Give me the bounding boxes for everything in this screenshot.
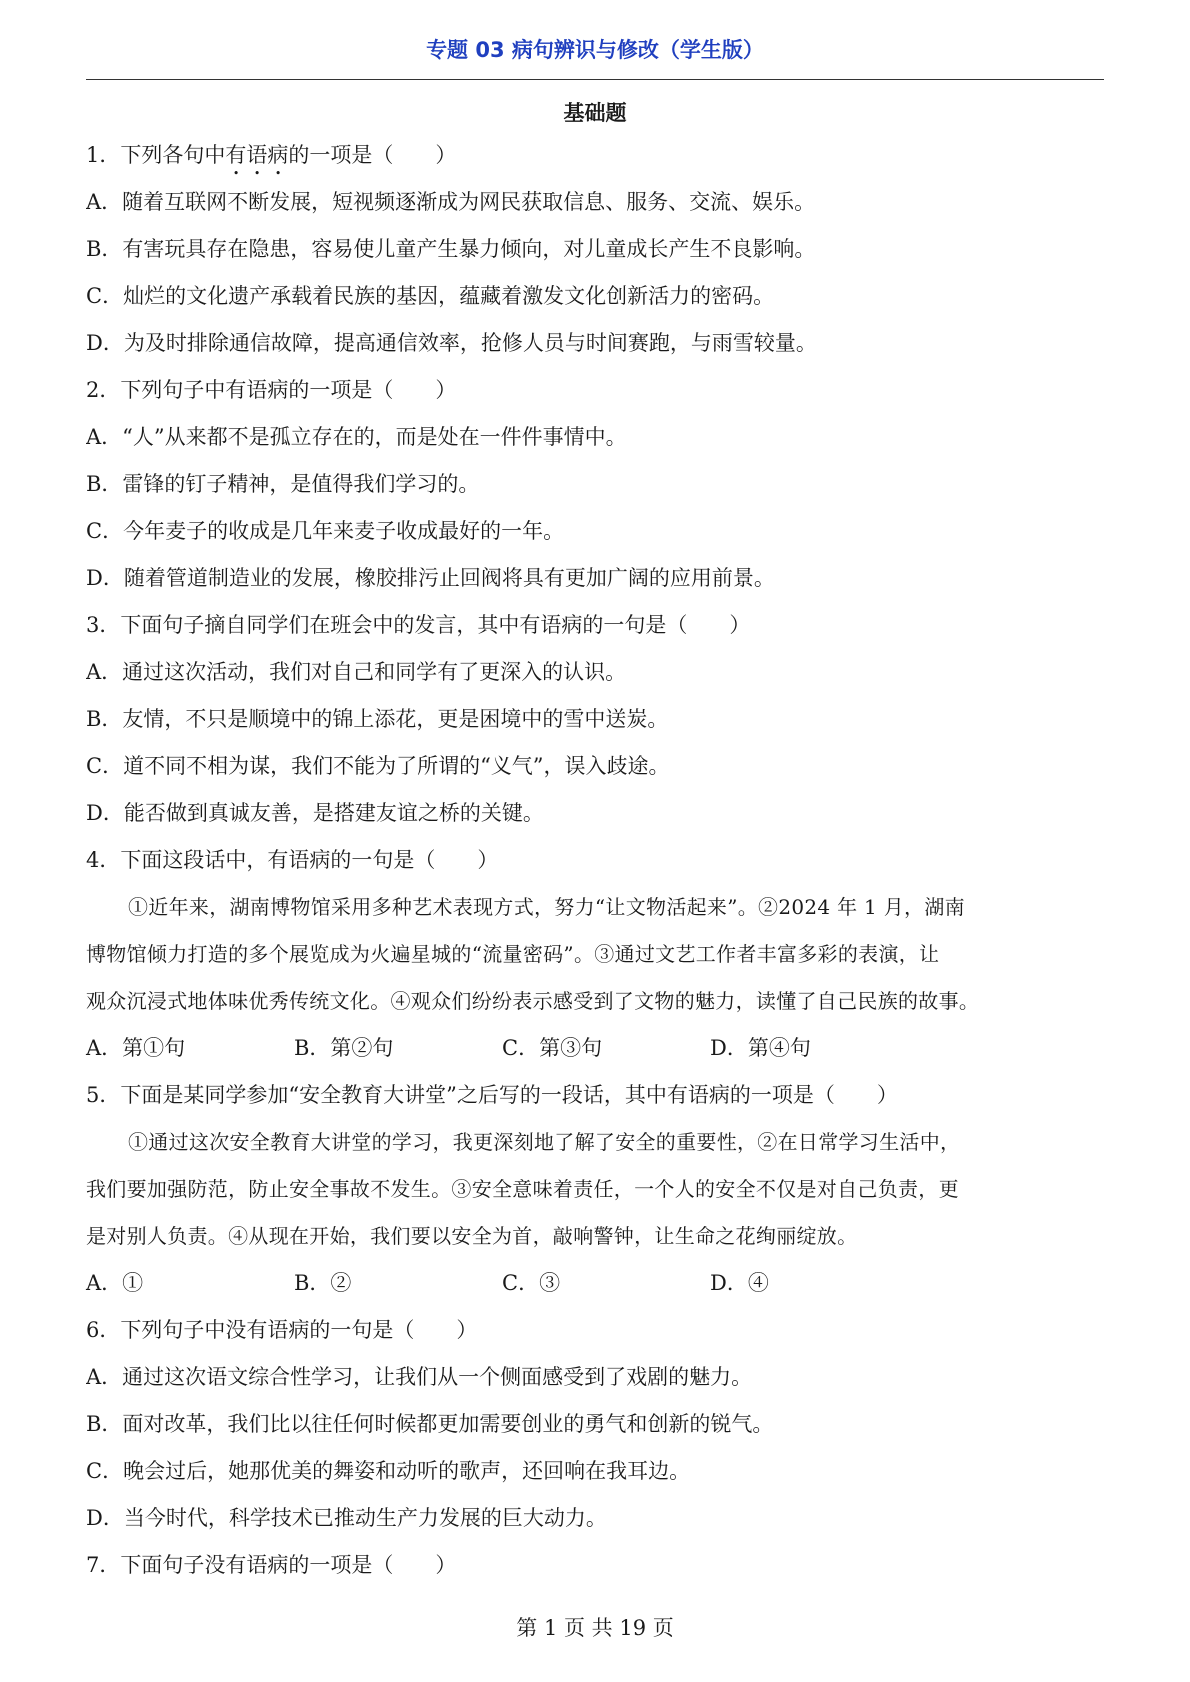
question-5-option-c: C．③ (502, 1271, 561, 1295)
question-2-stem: 2．下列句子中有语病的一项是（ ） (86, 378, 457, 402)
question-5-passage-line: 是对别人负责。④从现在开始，我们要以安全为首，敲响警钟，让生命之花绚丽绽放。 (86, 1224, 858, 1248)
question-4-passage-line: 博物馆倾力打造的多个展览成为火遍星城的“流量密码”。③通过文艺工作者丰富多彩的表演，让 (86, 942, 940, 966)
question-5-option-b: B．② (294, 1271, 352, 1295)
question-1-option-d: D．为及时排除通信故障，提高通信效率，抢修人员与时间赛跑，与雨雪较量。 (86, 331, 817, 355)
question-3-stem: 3．下面句子摘自同学们在班会中的发言，其中有语病的一句是（ ） (86, 613, 751, 637)
question-5-options (86, 1260, 1104, 1307)
question-3-option-c: C．道不同不相为谋，我们不能为了所谓的“义气”，误入歧途。 (86, 754, 670, 778)
question-5-passage-line: ①通过这次安全教育大讲堂的学习，我更深刻地了解了安全的重要性，②在日常学习生活中， (128, 1130, 961, 1154)
question-2-option-c: C．今年麦子的收成是几年来麦子收成最好的一年。 (86, 519, 565, 543)
question-3-option-b: B．友情，不只是顺境中的锦上添花，更是困境中的雪中送炭。 (86, 707, 669, 731)
question-6-option-c: C．晚会过后，她那优美的舞姿和动听的歌声，还回响在我耳边。 (86, 1459, 691, 1483)
question-4-option-a: A．第①句 (86, 1036, 186, 1060)
question-6-option-b: B．面对改革，我们比以往任何时候都更加需要创业的勇气和创新的锐气。 (86, 1412, 774, 1436)
question-1-option-a: A．随着互联网不断发展，短视频逐渐成为网民获取信息、服务、交流、娱乐。 (86, 190, 816, 214)
question-4-passage-line: 观众沉浸式地体味优秀传统文化。④观众们纷纷表示感受到了文物的魅力，读懂了自己民族的故事。 (86, 989, 980, 1013)
question-5-stem: 5．下面是某同学参加“安全教育大讲堂”之后写的一段话，其中有语病的一项是（ ） (86, 1083, 898, 1107)
question-6-option-d: D．当今时代，科学技术已推动生产力发展的巨大动力。 (86, 1506, 607, 1530)
question-4-stem: 4．下面这段话中，有语病的一句是（ ） (86, 848, 499, 872)
question-2-option-b: B．雷锋的钉子精神，是值得我们学习的。 (86, 472, 480, 496)
question-1-option-c: C．灿烂的文化遗产承载着民族的基因，蕴藏着激发文化创新活力的密码。 (86, 284, 775, 308)
question-5-option-d: D．④ (710, 1271, 769, 1295)
question-list (86, 132, 1104, 1589)
document-title: 专题 03 病句辨识与修改（学生版） (426, 38, 764, 62)
question-4-options (86, 1025, 1104, 1072)
question-4-passage-line: ①近年来，湖南博物馆采用多种艺术表现方式，努力“让文物活起来”。②2024 年 1 月，湖南 (128, 895, 965, 919)
question-7-stem: 7．下面句子没有语病的一项是（ ） (86, 1553, 457, 1577)
header-divider (86, 79, 1104, 80)
section-title: 基础题 (563, 101, 627, 125)
question-2-option-d: D．随着管道制造业的发展，橡胶排污止回阀将具有更加广阔的应用前景。 (86, 566, 775, 590)
question-4-option-d: D．第④句 (710, 1036, 811, 1060)
emphasis-text: 有语病 (225, 143, 289, 167)
question-3-option-d: D．能否做到真诚友善，是搭建友谊之桥的关键。 (86, 801, 544, 825)
question-6-option-a: A．通过这次语文综合性学习，让我们从一个侧面感受到了戏剧的魅力。 (86, 1365, 753, 1389)
question-4-option-b: B．第②句 (294, 1036, 394, 1060)
page-footer: 第 1 页 共 19 页 (516, 1616, 674, 1640)
question-1-stem: 1．下列各句中有语病的一项是（ ） (86, 143, 457, 167)
question-4-option-c: C．第③句 (502, 1036, 603, 1060)
question-5-option-a: A．① (86, 1271, 144, 1295)
question-2-option-a: A．“人”从来都不是孤立存在的，而是处在一件件事情中。 (86, 425, 627, 449)
question-6-stem: 6．下列句子中没有语病的一句是（ ） (86, 1318, 478, 1342)
question-1-option-b: B．有害玩具存在隐患，容易使儿童产生暴力倾向，对儿童成长产生不良影响。 (86, 237, 816, 261)
question-5-passage-line: 我们要加强防范，防止安全事故不发生。③安全意味着责任，一个人的安全不仅是对自己负责，更 (86, 1177, 959, 1201)
question-3-option-a: A．通过这次活动，我们对自己和同学有了更深入的认识。 (86, 660, 627, 684)
